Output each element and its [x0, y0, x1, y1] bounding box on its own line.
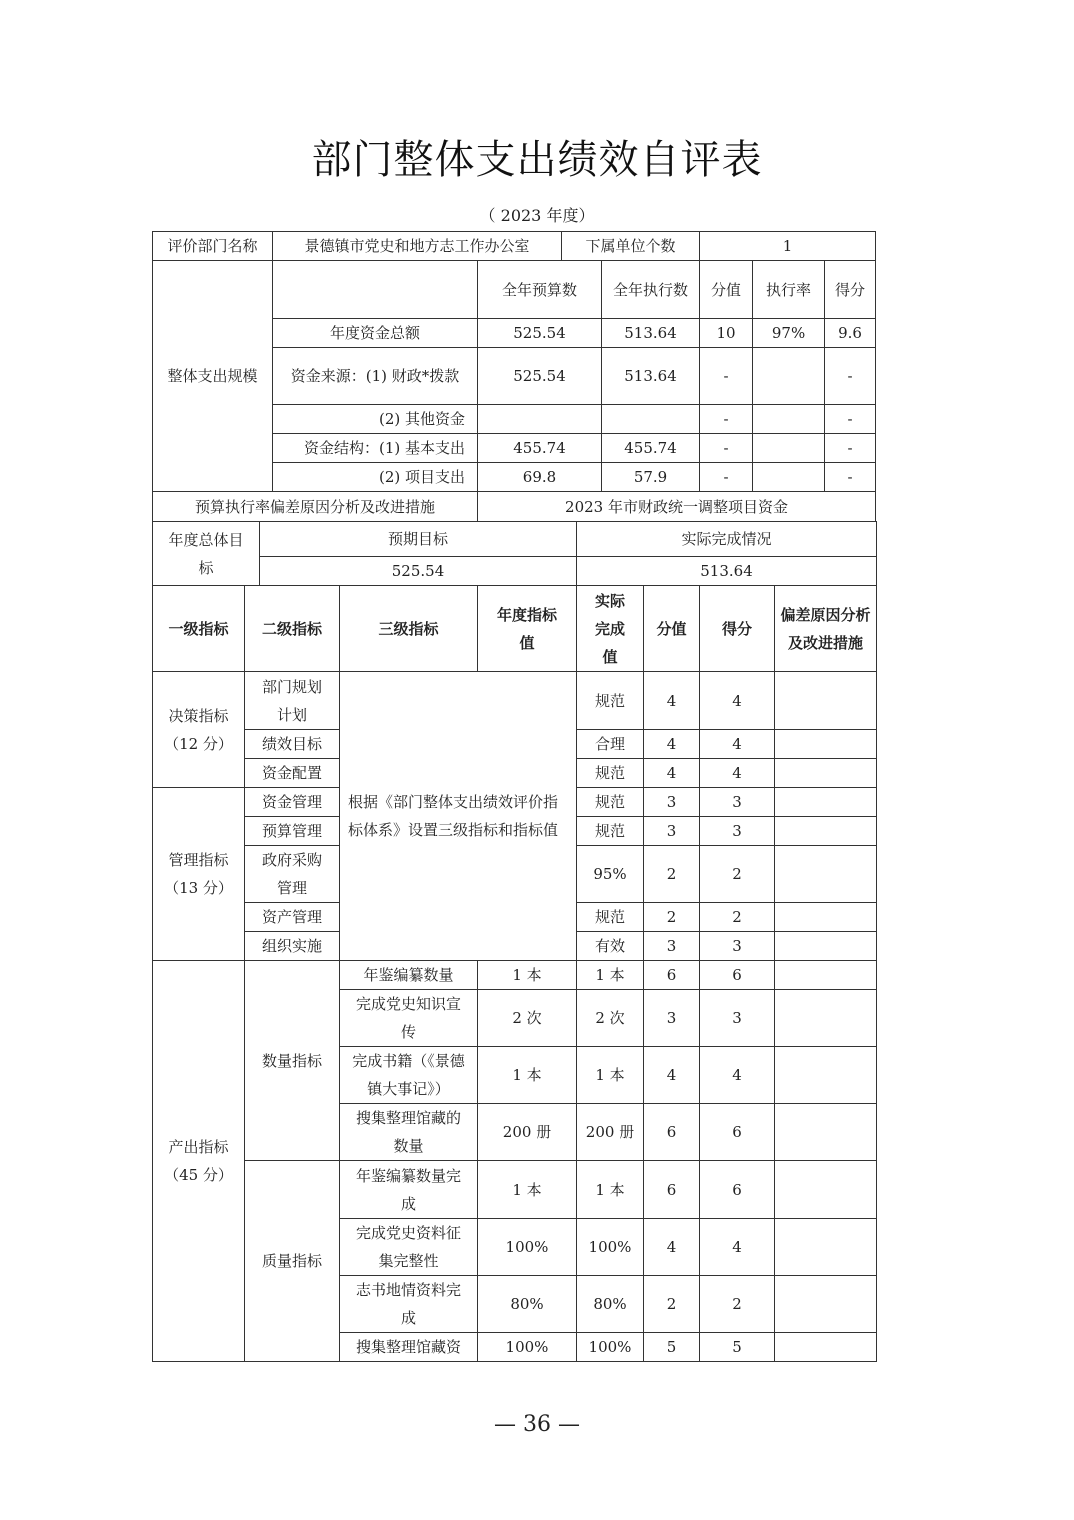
l3: 完成党史资料征集完整性: [340, 1219, 478, 1276]
actual: 2 次: [577, 990, 644, 1047]
target: 100%: [478, 1333, 577, 1362]
value: 6: [644, 1104, 700, 1161]
header-actual: 实际完成值: [577, 586, 644, 672]
actual: 1 本: [577, 961, 644, 990]
rate: [753, 348, 825, 405]
scale-label: 整体支出规模: [153, 261, 273, 492]
l3: 年鉴编纂数量: [340, 961, 478, 990]
value: 6: [644, 1161, 700, 1219]
l2-quantity: 数量指标: [245, 961, 340, 1161]
value: 4: [644, 730, 700, 759]
dept-value: 景德镇市党史和地方志工作办公室: [273, 232, 562, 261]
l2-quality: 质量指标: [245, 1161, 340, 1362]
value: 2: [644, 903, 700, 932]
score-value: 10: [700, 319, 753, 348]
score: -: [825, 463, 876, 492]
value: 3: [644, 817, 700, 846]
deviation: [775, 730, 877, 759]
l2: 资金配置: [245, 759, 340, 788]
goal-label: 年度总体目标: [153, 522, 260, 586]
exec: 57.9: [602, 463, 700, 492]
actual: 规范: [577, 817, 644, 846]
actual: 规范: [577, 672, 644, 730]
l1-management: 管理指标（13 分）: [153, 788, 245, 961]
row-name: 年度资金总额: [273, 319, 478, 348]
page-number: — 36 —: [494, 1412, 580, 1437]
sub-unit-value: 1: [700, 232, 876, 261]
l2: 绩效目标: [245, 730, 340, 759]
value: 3: [644, 932, 700, 961]
target: 200 册: [478, 1104, 577, 1161]
deviation: [775, 846, 877, 903]
deviation: [775, 990, 877, 1047]
score: -: [825, 405, 876, 434]
indicator-header: [153, 586, 877, 672]
actual: 规范: [577, 788, 644, 817]
score: 4: [700, 759, 775, 788]
l2: 组织实施: [245, 932, 340, 961]
value: 6: [644, 961, 700, 990]
header-score: 得分: [825, 261, 876, 319]
target: 80%: [478, 1276, 577, 1333]
actual: 1 本: [577, 1161, 644, 1219]
score: 3: [700, 932, 775, 961]
expenditure-table: [152, 231, 876, 522]
header-score: 得分: [700, 586, 775, 672]
target: 100%: [478, 1219, 577, 1276]
exec: 513.64: [602, 348, 700, 405]
l2: 政府采购管理: [245, 846, 340, 903]
score-value: -: [700, 405, 753, 434]
budget: 525.54: [478, 319, 602, 348]
rate: [753, 405, 825, 434]
rate: [753, 463, 825, 492]
header-l2: 二级指标: [245, 586, 340, 672]
table-row: [153, 961, 877, 990]
exec: 455.74: [602, 434, 700, 463]
score: 4: [700, 1047, 775, 1104]
header-l1: 一级指标: [153, 586, 245, 672]
value: 4: [644, 1219, 700, 1276]
deviation: [775, 961, 877, 990]
header-target: 年度指标值: [478, 586, 577, 672]
score: 4: [700, 1219, 775, 1276]
value: 2: [644, 846, 700, 903]
value: 4: [644, 1047, 700, 1104]
actual: 200 册: [577, 1104, 644, 1161]
year-label: （ 2023 年度）: [479, 206, 595, 225]
deviation: [775, 903, 877, 932]
exec: [602, 405, 700, 434]
value: 2: [644, 1276, 700, 1333]
score-value: -: [700, 434, 753, 463]
score: 6: [700, 961, 775, 990]
score-value: -: [700, 463, 753, 492]
header-budget: 全年预算数: [478, 261, 602, 319]
actual: 100%: [577, 1333, 644, 1362]
target: 1 本: [478, 961, 577, 990]
document-title: 部门整体支出绩效自评表: [311, 137, 763, 183]
value: 5: [644, 1333, 700, 1362]
deviation: [775, 672, 877, 730]
actual-value: 513.64: [577, 557, 877, 586]
target: 2 次: [478, 990, 577, 1047]
table-row: [153, 1161, 877, 1219]
goal-table: [152, 521, 877, 586]
deviation: [775, 1104, 877, 1161]
score: -: [825, 434, 876, 463]
score: 4: [700, 672, 775, 730]
row-name: (2) 其他资金: [273, 405, 478, 434]
score: 5: [700, 1333, 775, 1362]
actual: 有效: [577, 932, 644, 961]
deviation: [775, 1276, 877, 1333]
actual: 合理: [577, 730, 644, 759]
l3: 年鉴编纂数量完成: [340, 1161, 478, 1219]
row-name: 资金来源：(1) 财政*拨款: [273, 348, 478, 405]
deviation: [775, 1161, 877, 1219]
row-name: (2) 项目支出: [273, 463, 478, 492]
budget: 455.74: [478, 434, 602, 463]
expected-label: 预期目标: [260, 522, 577, 557]
header-rate: 执行率: [753, 261, 825, 319]
deviation-label: 预算执行率偏差原因分析及改进措施: [153, 492, 478, 522]
score: 6: [700, 1161, 775, 1219]
value: 4: [644, 672, 700, 730]
score: 2: [700, 903, 775, 932]
l2: 资产管理: [245, 903, 340, 932]
l2: 部门规划计划: [245, 672, 340, 730]
score: -: [825, 348, 876, 405]
deviation: [775, 1219, 877, 1276]
budget: 525.54: [478, 348, 602, 405]
value: 4: [644, 759, 700, 788]
l3: 搜集整理馆藏资: [340, 1333, 478, 1362]
score: 2: [700, 846, 775, 903]
l2: 预算管理: [245, 817, 340, 846]
budget: [478, 405, 602, 434]
rate: 97%: [753, 319, 825, 348]
value: 3: [644, 788, 700, 817]
target: 1 本: [478, 1161, 577, 1219]
actual: 95%: [577, 846, 644, 903]
l1-output: 产出指标（45 分）: [153, 961, 245, 1362]
actual: 规范: [577, 759, 644, 788]
actual: 规范: [577, 903, 644, 932]
l3: 完成党史知识宣传: [340, 990, 478, 1047]
l3: 搜集整理馆藏的数量: [340, 1104, 478, 1161]
score: 6: [700, 1104, 775, 1161]
actual: 80%: [577, 1276, 644, 1333]
actual-label: 实际完成情况: [577, 522, 877, 557]
deviation: [775, 1047, 877, 1104]
actual: 1 本: [577, 1047, 644, 1104]
deviation: [775, 759, 877, 788]
score: 3: [700, 990, 775, 1047]
header-value: 分值: [644, 586, 700, 672]
rate: [753, 434, 825, 463]
deviation: [775, 788, 877, 817]
header-exec: 全年执行数: [602, 261, 700, 319]
exec: 513.64: [602, 319, 700, 348]
score: 4: [700, 730, 775, 759]
score: 2: [700, 1276, 775, 1333]
indicator-table: [152, 585, 877, 1362]
target: 1 本: [478, 1047, 577, 1104]
score: 9.6: [825, 319, 876, 348]
deviation: [775, 932, 877, 961]
budget: 69.8: [478, 463, 602, 492]
l1-decision: 决策指标（12 分）: [153, 672, 245, 788]
value: 3: [644, 990, 700, 1047]
deviation: [775, 1333, 877, 1362]
deviation: [775, 817, 877, 846]
sub-unit-label: 下属单位个数: [562, 232, 700, 261]
deviation-value: 2023 年市财政统一调整项目资金: [478, 492, 876, 522]
l3: 志书地情资料完成: [340, 1276, 478, 1333]
actual: 100%: [577, 1219, 644, 1276]
blank-cell: [273, 261, 478, 319]
score: 3: [700, 788, 775, 817]
l2: 资金管理: [245, 788, 340, 817]
row-name: 资金结构：(1) 基本支出: [273, 434, 478, 463]
dept-label: 评价部门名称: [153, 232, 273, 261]
score-value: -: [700, 348, 753, 405]
header-l3: 三级指标: [340, 586, 478, 672]
header-score-value: 分值: [700, 261, 753, 319]
score: 3: [700, 817, 775, 846]
merged-note: 根据《部门整体支出绩效评价指标体系》设置三级指标和指标值: [340, 672, 577, 961]
expected-value: 525.54: [260, 557, 577, 586]
table-row: [153, 672, 877, 730]
l3: 完成书籍（《景德镇大事记》）: [340, 1047, 478, 1104]
header-deviation: 偏差原因分析及改进措施: [775, 586, 877, 672]
